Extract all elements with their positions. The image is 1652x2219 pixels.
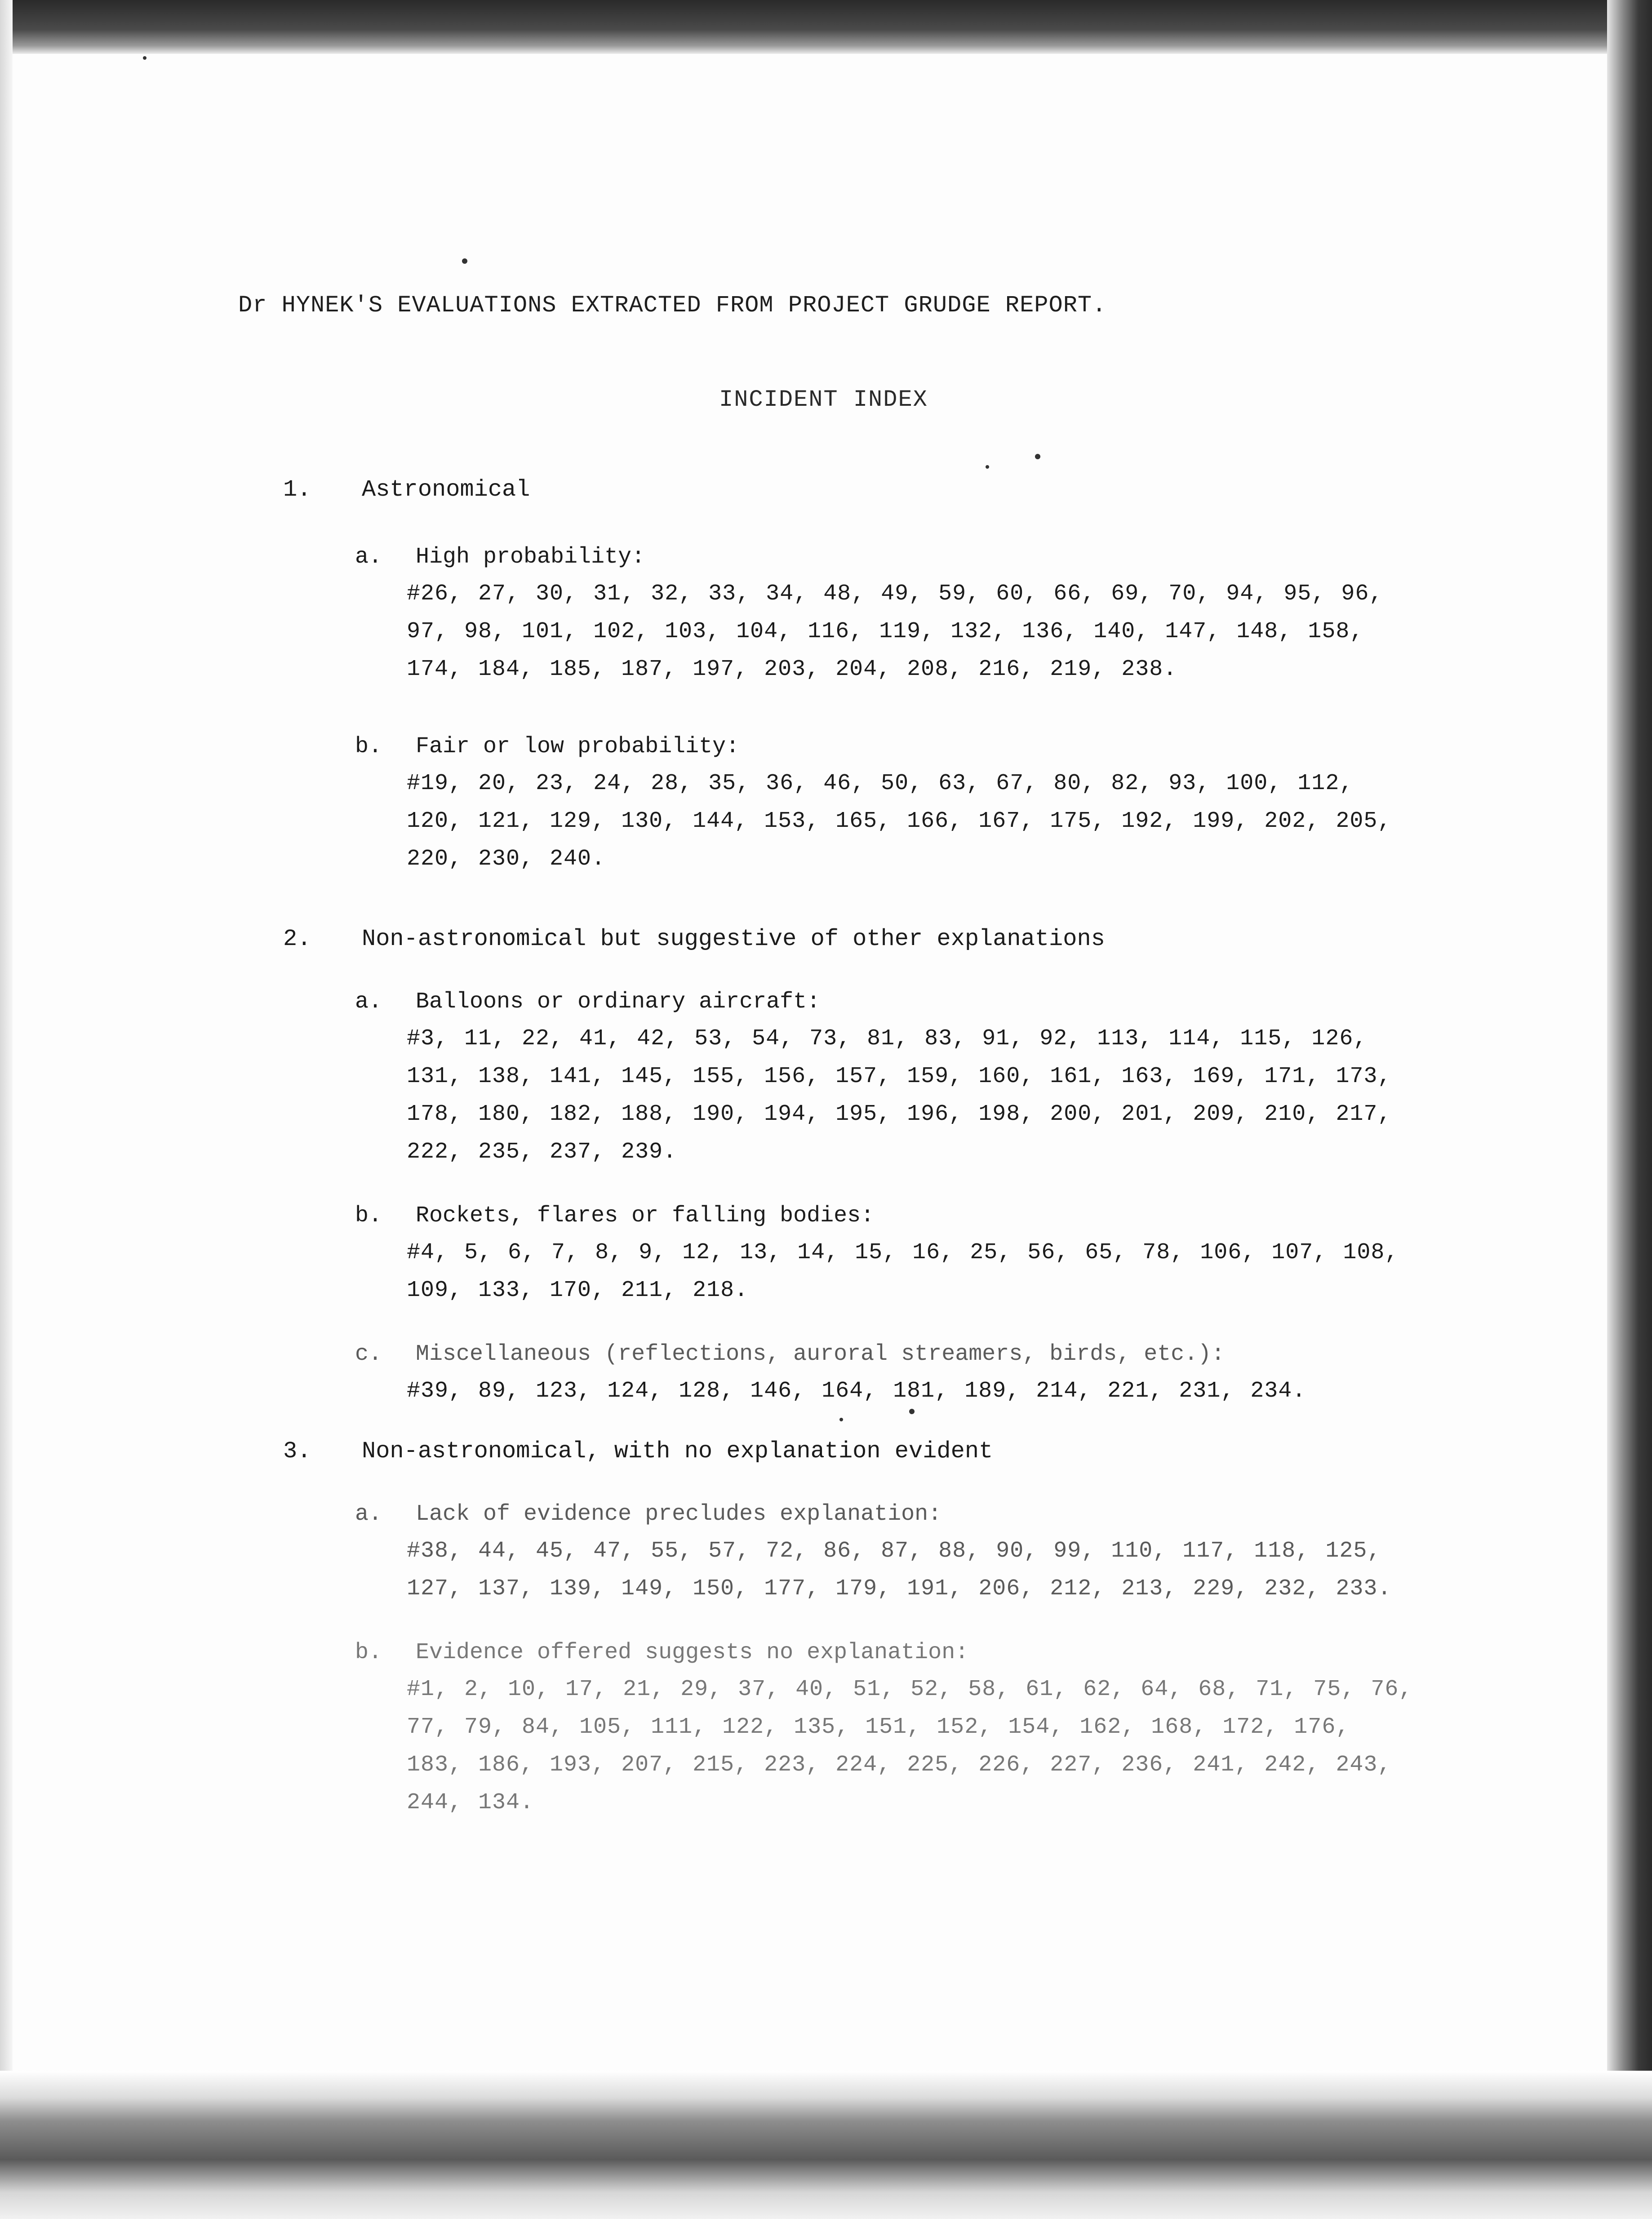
section-heading — [283, 921, 1586, 957]
subsection-fair-or-low-probability — [355, 729, 1586, 878]
incident-list: #38, 44, 45, 47, 55, 57, 72, 86, 87, 88, 90, 99, 110, 117, 118, 125, 127, 137, 139, 149, 150, 177, 179, 191, 206, 212, 213, 229, 232, 233. — [407, 1538, 1392, 1602]
subsection-heading — [355, 1635, 1586, 1671]
subsection-letter: b. — [355, 1203, 382, 1229]
scan-border-top — [0, 0, 1652, 54]
subsection-letter: a. — [355, 989, 382, 1015]
subsection-heading — [355, 984, 1586, 1020]
subsection-label: Evidence offered suggests no explanation: — [416, 1640, 969, 1665]
subsection-evidence-suggests-no-explanation — [355, 1635, 1586, 1822]
section-title: Astronomical — [362, 476, 530, 503]
subsection-rockets-flares-falling-bodies — [355, 1198, 1586, 1309]
subsection-heading — [355, 539, 1586, 575]
section-astronomical — [283, 472, 1586, 878]
incident-list: #26, 27, 30, 31, 32, 33, 34, 48, 49, 59, 60, 66, 69, 70, 94, 95, 96, 97, 98, 101, 102, 103, 104, 116, 119, 132, 136, 140, 147, 148, 158, 174, 184, 185, 187, 197, 203, 204, 208, 216, 219, 238. — [407, 581, 1383, 682]
section-heading — [283, 472, 1586, 508]
section-number: 3. — [283, 1438, 311, 1465]
subsection-heading — [355, 1496, 1586, 1532]
subsection-letter: a. — [355, 1501, 382, 1527]
subsection-heading — [355, 1198, 1586, 1234]
subsection-label: Balloons or ordinary aircraft: — [416, 989, 821, 1015]
subsection-balloons-or-aircraft — [355, 984, 1586, 1171]
section-number: 2. — [283, 926, 311, 952]
subsection-label: High probability: — [416, 544, 645, 570]
subsection-label: Fair or low probability: — [416, 734, 740, 759]
incident-list: #39, 89, 123, 124, 128, 146, 164, 181, 189, 214, 221, 231, 234. — [407, 1378, 1306, 1404]
section-non-astronomical-unexplained — [283, 1433, 1586, 1822]
section-number: 1. — [283, 476, 311, 503]
document-title: Dr HYNEK'S EVALUATIONS EXTRACTED FROM PROJECT GRUDGE REPORT. — [238, 292, 1107, 319]
subsection-letter: a. — [355, 544, 382, 570]
subsection-label: Miscellaneous (reflections, auroral streamers, birds, etc.): — [416, 1341, 1225, 1367]
document-subtitle: INCIDENT INDEX — [719, 386, 928, 413]
subsection-label: Lack of evidence precludes explanation: — [416, 1501, 942, 1527]
subsection-heading — [355, 729, 1586, 765]
section-title: Non-astronomical but suggestive of other explanations — [362, 926, 1105, 952]
scan-border-right — [1607, 0, 1652, 2219]
scan-border-left — [0, 0, 13, 2219]
section-heading — [283, 1433, 1586, 1469]
subsection-heading — [355, 1336, 1586, 1372]
subsection-high-probability — [355, 539, 1586, 688]
subsection-lack-of-evidence — [355, 1496, 1586, 1608]
subsection-letter: b. — [355, 1640, 382, 1665]
subsection-label: Rockets, flares or falling bodies: — [416, 1203, 875, 1229]
incident-list: #4, 5, 6, 7, 8, 9, 12, 13, 14, 15, 16, 25, 56, 65, 78, 106, 107, 108, 109, 133, 170, 211, 218. — [407, 1240, 1399, 1303]
subsection-miscellaneous — [355, 1336, 1586, 1410]
scan-border-bottom — [0, 2071, 1652, 2219]
section-title: Non-astronomical, with no explanation evident — [362, 1438, 993, 1465]
incident-list: #1, 2, 10, 17, 21, 29, 37, 40, 51, 52, 58, 61, 62, 64, 68, 71, 75, 76, 77, 79, 84, 105, 111, 122, 135, 151, 152, 154, 162, 168, 172, 176, 183, 186, 193, 207, 215, 223, 224, 225, 226, 227, 236, 241, 242, 243, 244, 134. — [407, 1677, 1413, 1815]
subsection-letter: c. — [355, 1341, 382, 1367]
incident-list: #19, 20, 23, 24, 28, 35, 36, 46, 50, 63, 67, 80, 82, 93, 100, 112, 120, 121, 129, 130, 144, 153, 165, 166, 167, 175, 192, 199, 202, 205, 220, 230, 240. — [407, 771, 1392, 872]
subsection-letter: b. — [355, 734, 382, 759]
incident-list: #3, 11, 22, 41, 42, 53, 54, 73, 81, 83, 91, 92, 113, 114, 115, 126, 131, 138, 141, 145, 155, 156, 157, 159, 160, 161, 163, 169, 171, 173, 178, 180, 182, 188, 190, 194, 195, 196, 198, 200, 201, 209, 210, 217, 222, 235, 237, 239. — [407, 1026, 1392, 1165]
section-non-astronomical-suggestive — [283, 921, 1586, 1410]
